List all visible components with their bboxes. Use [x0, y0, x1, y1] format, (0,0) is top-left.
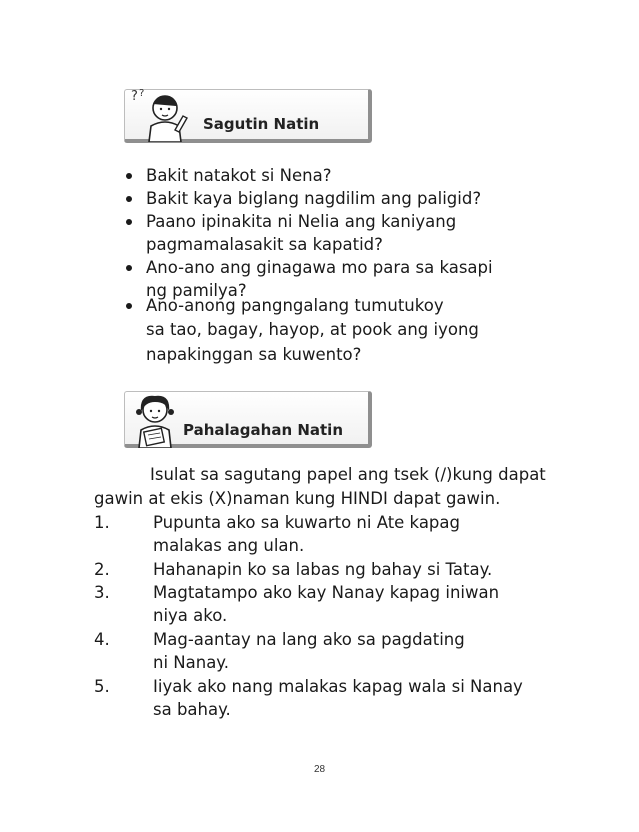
girl-with-book-icon — [131, 390, 187, 452]
question-line: napakinggan sa kuwento? — [146, 345, 362, 364]
item-line: Pupunta ako sa kuwarto ni Ate kapag — [153, 513, 460, 532]
bullet-icon — [126, 303, 132, 309]
item-line: Hahanapin ko sa labas ng bahay si Tatay. — [153, 560, 493, 579]
section-title: Sagutin Natin — [203, 115, 320, 133]
svg-text:?: ? — [131, 89, 138, 104]
section-title: Pahalagahan Natin — [183, 421, 344, 439]
item-line: ni Nanay. — [153, 653, 229, 672]
bullet-icon — [126, 173, 132, 179]
boy-thinking-icon — [129, 86, 199, 146]
pahalagahan-natin-banner — [124, 391, 372, 448]
sagutin-natin-banner — [124, 89, 372, 143]
item-number: 3. — [94, 583, 110, 602]
item-number: 2. — [94, 560, 110, 579]
question-line: ng pamilya? — [146, 281, 247, 300]
bullet-icon — [126, 219, 132, 225]
question-line: Ano-anong pangngalang tumutukoy — [146, 296, 444, 315]
question-line: Bakit natakot si Nena? — [146, 166, 332, 185]
question-line: Ano-ano ang ginagawa mo para sa kasapi — [146, 258, 493, 277]
item-number: 5. — [94, 677, 110, 696]
instruction-line: gawin at ekis (X)naman kung HINDI dapat gawin. — [94, 489, 501, 508]
bullet-icon — [126, 265, 132, 271]
item-number: 1. — [94, 513, 110, 532]
item-line: Iiyak ako nang malakas kapag wala si Nanay — [153, 677, 523, 696]
instruction-line: Isulat sa sagutang papel ang tsek (/)kung dapat — [150, 465, 546, 484]
svg-text:?: ? — [139, 88, 145, 99]
item-line: malakas ang ulan. — [153, 536, 305, 555]
item-line: sa bahay. — [153, 700, 231, 719]
item-line: Mag-aantay na lang ako sa pagdating — [153, 630, 465, 649]
bullet-icon — [126, 196, 132, 202]
question-line: sa tao, bagay, hayop, at pook ang iyong — [146, 320, 479, 339]
item-line: Magtatampo ako kay Nanay kapag iniwan — [153, 583, 500, 602]
question-line: Bakit kaya biglang nagdilim ang paligid? — [146, 189, 482, 208]
page-number: 28 — [313, 764, 326, 775]
question-line: Paano ipinakita ni Nelia ang kaniyang — [146, 212, 457, 231]
item-line: niya ako. — [153, 606, 228, 625]
item-number: 4. — [94, 630, 110, 649]
question-line: pagmamalasakit sa kapatid? — [146, 235, 383, 254]
